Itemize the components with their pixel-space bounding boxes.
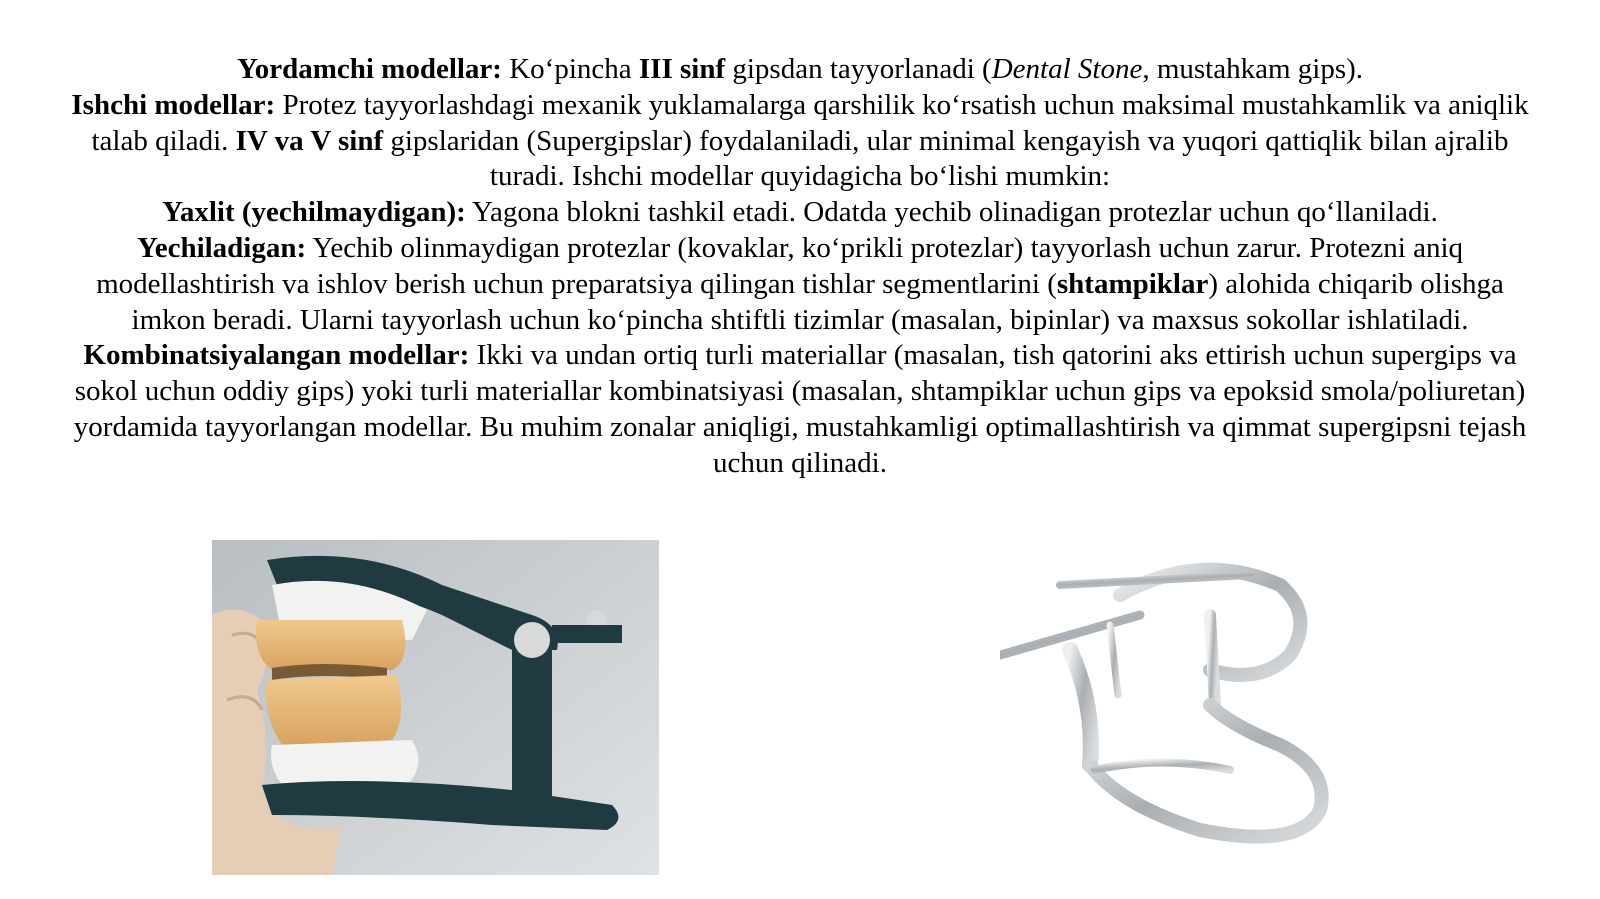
- paragraph-combined-models: [60, 338, 1540, 481]
- paragraph-text: gipslaridan (Supergipslar) foydalaniladi, ular minimal kengayish va yuqori qattiqlik bilan ajralib turadi. Ishchi modellar quyidagicha bo‘lishi mumkin:: [383, 124, 1509, 193]
- metal-articulator-photo: [1000, 555, 1360, 855]
- paragraph-auxiliary-models: [60, 52, 1540, 88]
- paragraph-bold-term: III sinf: [638, 53, 726, 85]
- paragraph-text: Protez tayyorlashdagi mexanik yuklamalarga qarshilik ko‘rsatish uchun maksimal mustahkamlik va aniqlik talab qiladi.: [91, 88, 1529, 157]
- paragraph-text: Ko‘pincha: [501, 53, 639, 85]
- paragraph-text: gipsdan tayyorlanadi (: [725, 53, 992, 85]
- text-block: [60, 52, 1540, 482]
- paragraph-bold-term: shtampiklar: [1056, 267, 1209, 300]
- paragraph-text: , mustahkam gips).: [1142, 53, 1364, 85]
- paragraph-label: Ishchi modellar:: [71, 88, 276, 121]
- paragraph-text: ) alohida chiqarib olishga imkon beradi. Ularni tayyorlash uchun ko‘pincha shtiftli tizimlar (masalan, bipinlar) va maxsus sokollar ishlatiladi.: [131, 267, 1504, 336]
- paragraph-label: Yechiladigan:: [136, 231, 307, 264]
- paragraph-label: Yaxlit (yechilmaydigan):: [162, 196, 466, 229]
- paragraph-text: Yagona blokni tashkil etadi. Odatda yechib olinadigan protezlar uchun qo‘llaniladi.: [465, 196, 1438, 229]
- paragraph-text: Ikki va undan ortiq turli materiallar (masalan, tish qatorini aks ettirish uchun supergips va sokol uchun oddiy gips) yoki turli materiallar kombinatsiyasi (masalan, shtampiklar uchun gips va epoksid smola/poliuretan) yordamida tayyorlangan modellar. Bu muhim zonalar aniqligi, mustahkamligi optimallashtirish va qimmat supergipsni tejash uchun qilinadi.: [73, 339, 1527, 479]
- paragraph-solid-models: [60, 195, 1540, 231]
- paragraph-removable-models: [60, 231, 1540, 338]
- paragraph-bold-term: IV va V sinf: [235, 124, 384, 157]
- articulator-models-illustration: [212, 540, 659, 875]
- paragraph-label: Kombinatsiyalangan modellar:: [83, 339, 470, 372]
- paragraph-italic-term: Dental Stone: [991, 53, 1143, 85]
- paragraph-label: Yordamchi modellar:: [236, 53, 502, 85]
- articulator-models-photo: [212, 540, 659, 875]
- metal-articulator-illustration: [1000, 555, 1360, 855]
- paragraph-text: Yechib olinmaydigan protezlar (kovaklar, ko‘prikli protezlar) tayyorlash uchun zarur. Protezni aniq modellashtirish va ishlov berish uchun preparatsiya qilingan tishlar segmentlarini (: [96, 231, 1464, 300]
- paragraph-working-models: [60, 88, 1540, 195]
